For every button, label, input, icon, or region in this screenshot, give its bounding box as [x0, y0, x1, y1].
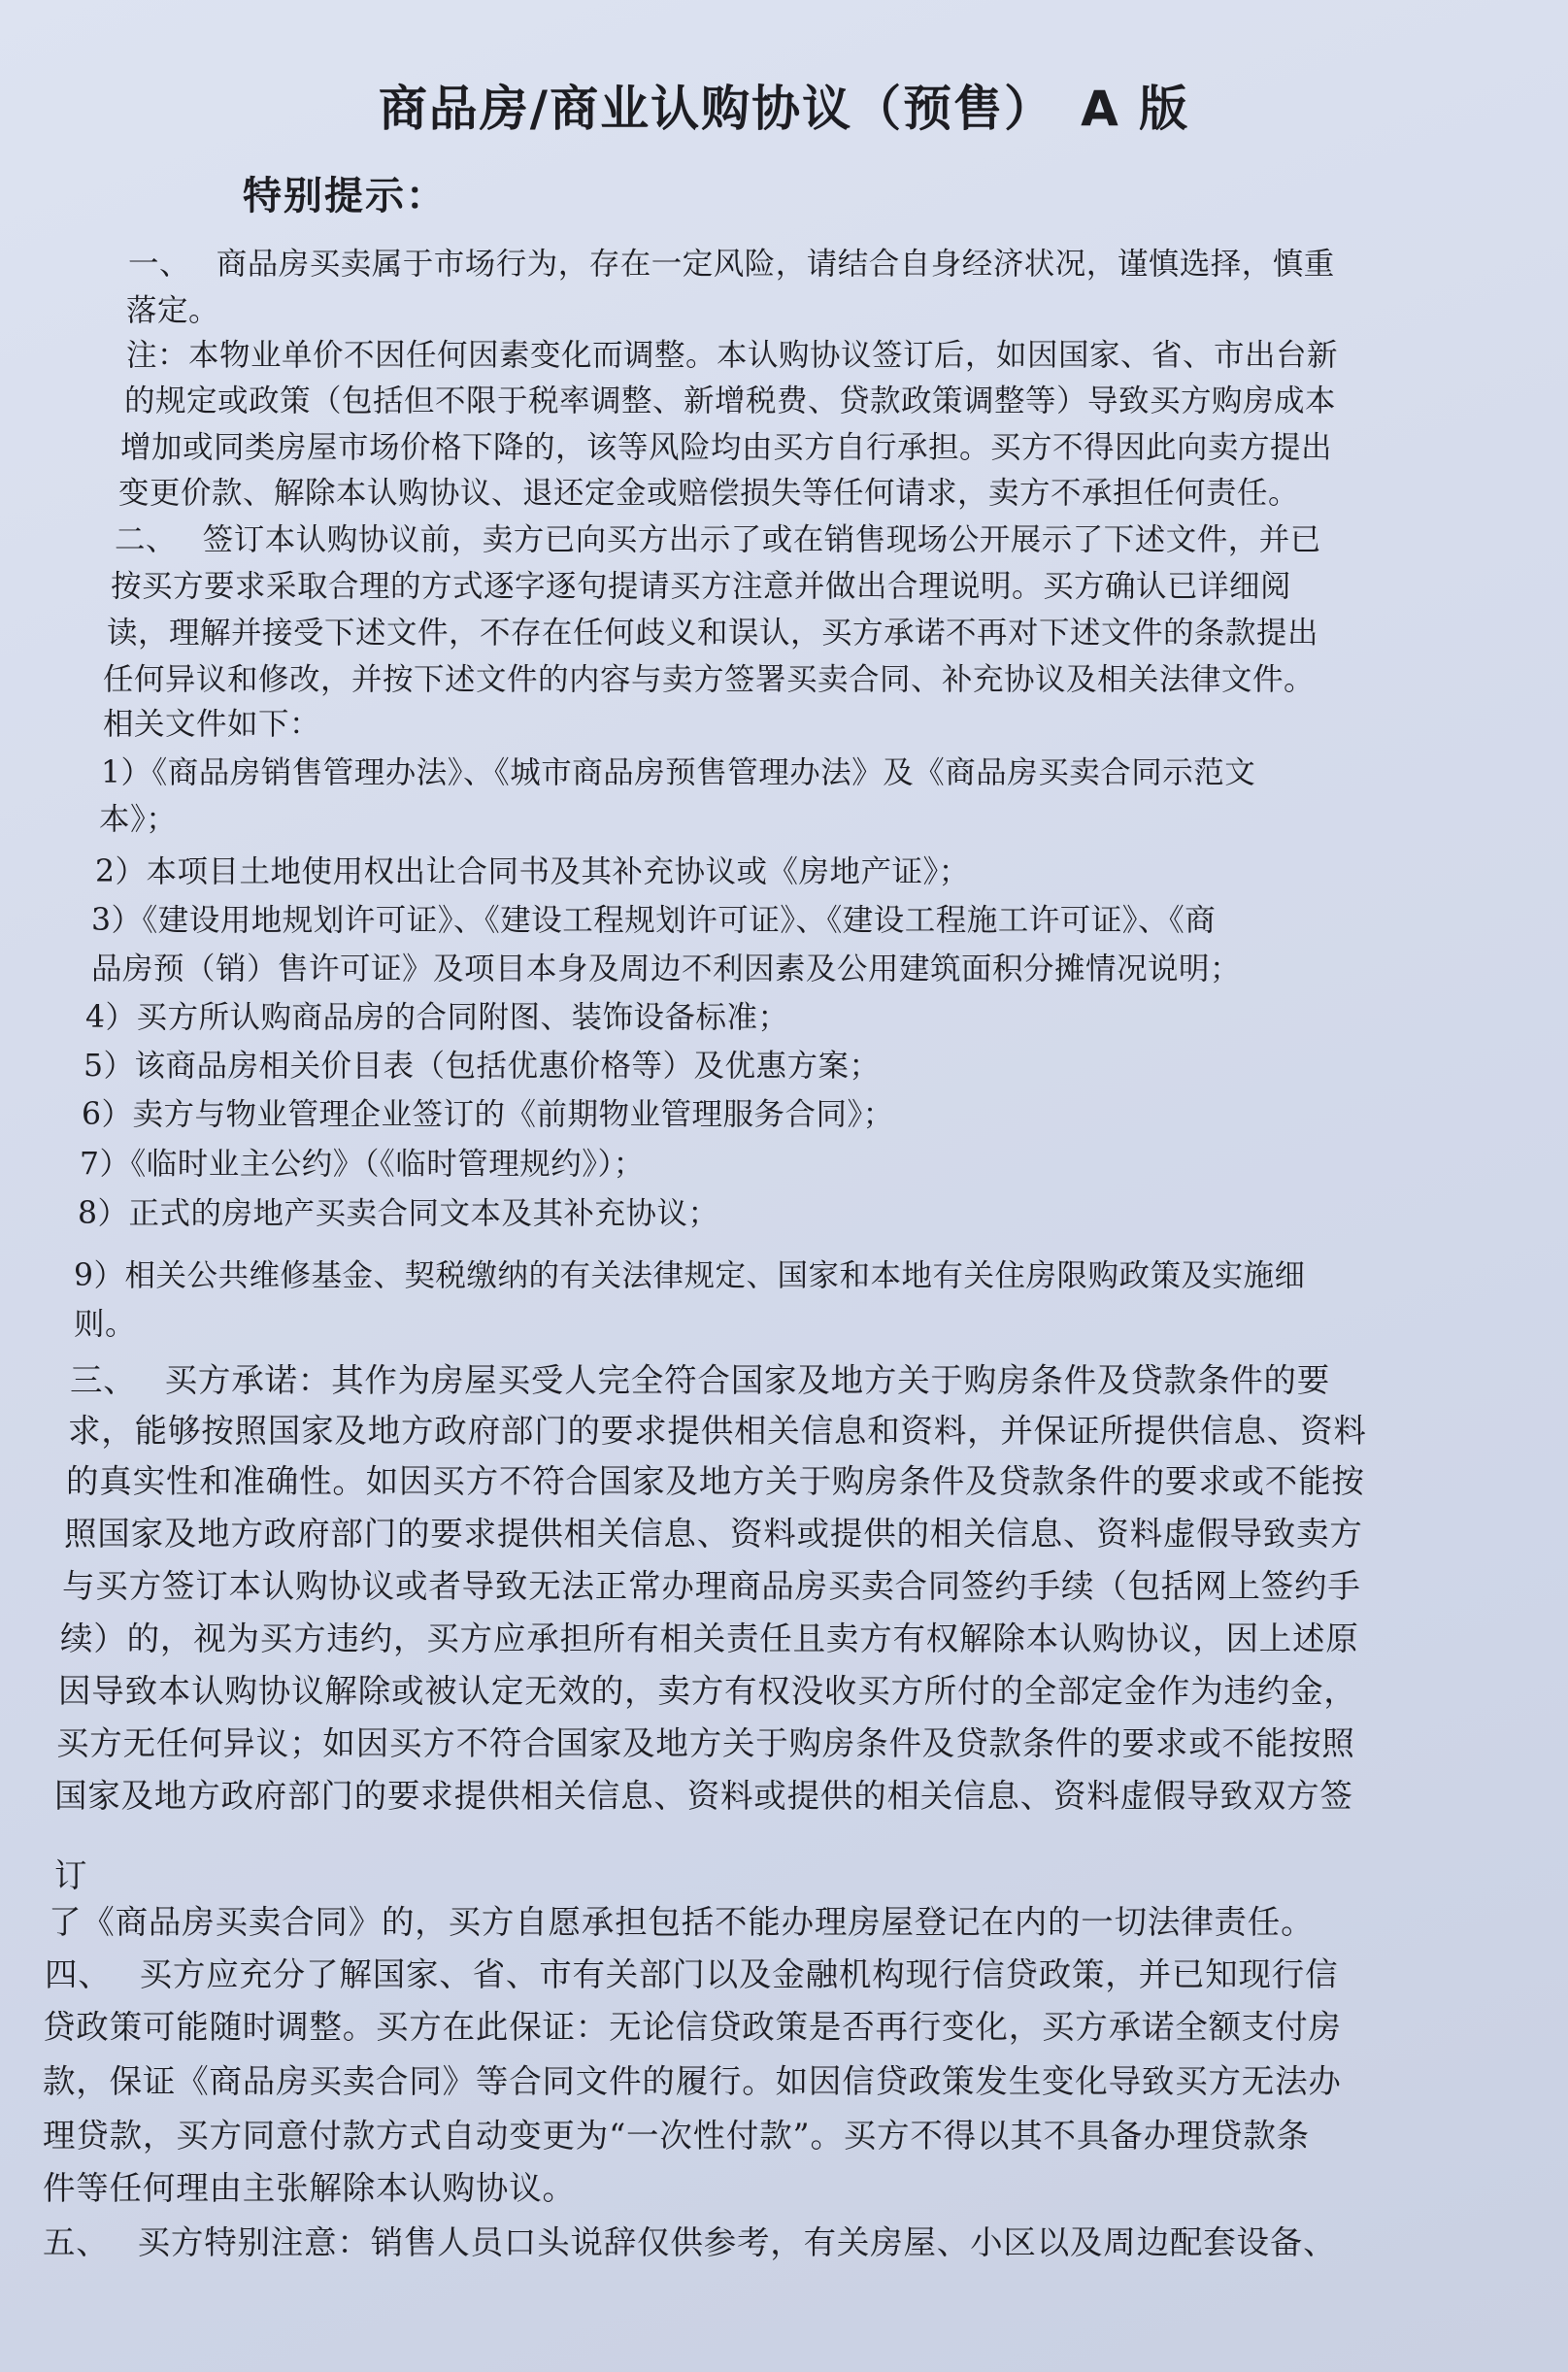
- list-item-7: 7）《临时业主公约》（《临时管理规约》）；: [80, 1147, 645, 1182]
- list-item-5: 5）该商品房相关价目表（包括优惠价格等）及优惠方案；: [83, 1049, 881, 1084]
- text-line: 订: [54, 1856, 88, 1894]
- text-line: 的真实性和准确性。如因买方不符合国家及地方关于购房条件及贷款条件的要求或不能按: [66, 1462, 1365, 1500]
- text-line: 本》；: [99, 802, 178, 837]
- text-line: 品房预（销）售许可证》及项目本身及周边不利因素及公用建筑面积分摊情况说明；: [91, 952, 1242, 986]
- text-line: 件等任何理由主张解除本认购协议。: [43, 2169, 576, 2207]
- text-line: 照国家及地方政府部门的要求提供相关信息、资料或提供的相关信息、资料虚假导致卖方: [64, 1515, 1363, 1553]
- list-item-9: 9）相关公共维修基金、契税缴纳的有关法律规定、国家和本地有关住房限购政策及实施细: [74, 1258, 1306, 1293]
- text-line: 落定。: [126, 293, 220, 328]
- text-line: 注：本物业单价不因任何因素变化而调整。本认购协议签订后，如因国家、省、市出台新: [126, 338, 1339, 373]
- text-line: 与买方签订本认购协议或者导致无法正常办理商品房买卖合同签约手续（包括网上签约手: [62, 1567, 1361, 1605]
- list-item-1: 1）《商品房销售管理办法》、《城市商品房预售管理办法》及《商品房买卖合同示范文: [101, 755, 1256, 790]
- special-notice-heading: 特别提示：: [243, 174, 447, 218]
- text-line: 买方无任何异议；如因买方不符合国家及地方关于购房条件及贷款条件的要求或不能按照: [56, 1724, 1355, 1762]
- text-line: 续）的，视为买方违约，买方应承担所有相关责任且卖方有权解除本认购协议，因上述原: [60, 1620, 1359, 1657]
- text-line: 了《商品房买卖合同》的，买方自愿承担包括不能办理房屋登记在内的一切法律责任。: [49, 1903, 1315, 1941]
- text-line: 五、 买方特别注意：销售人员口头说辞仅供参考，有关房屋、小区以及周边配套设备、: [43, 2223, 1337, 2261]
- text-line: 变更价款、解除本认购协议、退还定金或赔偿损失等任何请求，卖方不承担任何责任。: [118, 476, 1300, 511]
- text-line: 三、 买方承诺：其作为房屋买受人完全符合国家及地方关于购房条件及贷款条件的要: [70, 1361, 1331, 1399]
- text-line: 相关文件如下：: [103, 707, 321, 742]
- document-title: 商品房/商业认购协议（预售） A 版: [378, 81, 1190, 137]
- list-item-2: 2）本项目土地使用权出让合同书及其补充协议或《房地产证》；: [95, 854, 970, 889]
- text-line: 按买方要求采取合理的方式逐字逐句提请买方注意并做出合理说明。买方确认已详细阅: [111, 569, 1292, 604]
- text-line: 贷政策可能随时调整。买方在此保证：无论信贷政策是否再行变化，买方承诺全额支付房: [43, 2008, 1342, 2046]
- text-line: 国家及地方政府部门的要求提供相关信息、资料或提供的相关信息、资料虚假导致双方签: [54, 1777, 1353, 1815]
- text-line: 一、 商品房买卖属于市场行为，存在一定风险，请结合自身经济状况，谨慎选择，慎重: [128, 247, 1335, 282]
- text-line: 因导致本认购协议解除或被认定无效的，卖方有权没收买方所付的全部定金作为违约金，: [58, 1672, 1357, 1710]
- text-line: 款，保证《商品房买卖合同》等合同文件的履行。如因信贷政策发生变化导致买方无法办: [43, 2062, 1342, 2100]
- text-line: 理贷款，买方同意付款方式自动变更为“一次性付款”。买方不得以其不具备办理贷款条: [43, 2117, 1310, 2155]
- text-line: 求，能够按照国家及地方政府部门的要求提供相关信息和资料，并保证所提供信息、资料: [68, 1412, 1367, 1450]
- text-line: 则。: [74, 1307, 137, 1342]
- text-line: 增加或同类房屋市场价格下降的，该等风险均由买方自行承担。买方不得因此向卖方提出: [120, 430, 1333, 465]
- list-item-6: 6）卖方与物业管理企业签订的《前期物业管理服务合同》；: [82, 1097, 894, 1132]
- list-item-4: 4）买方所认购商品房的合同附图、装饰设备标准；: [85, 1000, 789, 1035]
- text-line: 任何异议和修改，并按下述文件的内容与卖方签署买卖合同、补充协议及相关法律文件。: [103, 662, 1316, 697]
- text-line: 的规定或政策（包括但不限于税率调整、新增税费、贷款政策调整等）导致买方购房成本: [124, 384, 1337, 418]
- list-item-3: 3）《建设用地规划许可证》、《建设工程规划许可证》、《建设工程施工许可证》、《商: [91, 903, 1217, 938]
- list-item-8: 8）正式的房地产买卖合同文本及其补充协议；: [78, 1196, 719, 1231]
- text-line: 四、 买方应充分了解国家、省、市有关部门以及金融机构现行信贷政策，并已知现行信: [45, 1955, 1339, 1993]
- text-line: 读，理解并接受下述文件，不存在任何歧义和误认，买方承诺不再对下述文件的条款提出: [107, 616, 1319, 651]
- text-line: 二、 签订本认购协议前，卖方已向买方出示了或在销售现场公开展示了下述文件，并已: [115, 522, 1321, 557]
